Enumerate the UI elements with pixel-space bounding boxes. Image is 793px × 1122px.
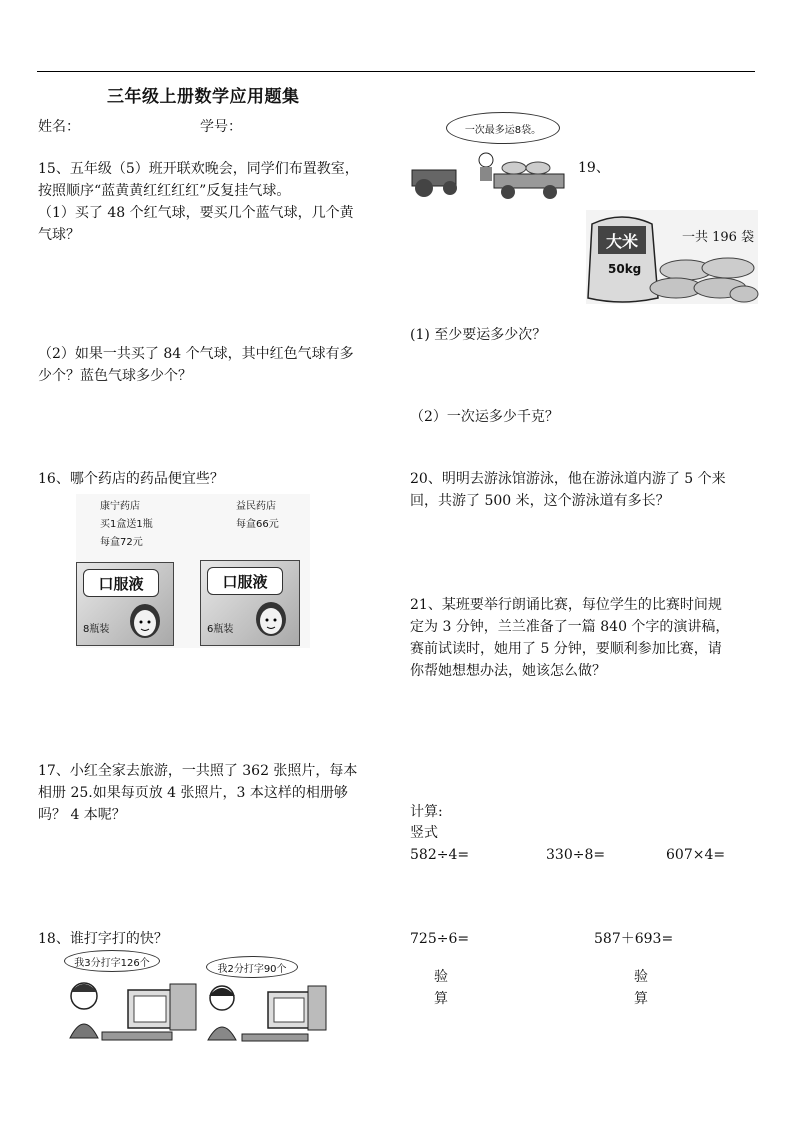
question-18: 18、谁打字打的快？ bbox=[38, 931, 168, 947]
q21-line-2: 定为 3 分钟，兰兰准备了一篇 840 个字的演讲稿， bbox=[410, 619, 730, 635]
question-20 bbox=[410, 468, 760, 512]
store-1-price: 每盒72元 bbox=[100, 537, 143, 548]
sack-weight: 50kg bbox=[608, 262, 642, 276]
store-2-name: 益民药店 bbox=[236, 501, 276, 512]
calc-subheading: 竖式 bbox=[410, 825, 438, 841]
q21-line-3: 赛前试读时，她用了 5 分钟，要顺利参加比赛，请 bbox=[410, 641, 722, 657]
question-15 bbox=[38, 158, 388, 246]
calc-heading: 计算: bbox=[410, 804, 443, 820]
store-1-sign bbox=[100, 498, 153, 552]
q21-line-4: 你帮她想想办法，她该怎么做？ bbox=[410, 663, 606, 679]
boy-speech-bubble: 我3分打字126个 bbox=[64, 950, 160, 972]
q21-line-1: 21、某班要举行朗诵比赛，每位学生的比赛时间规 bbox=[410, 597, 722, 613]
store-2-sign bbox=[236, 498, 279, 534]
children-at-computers-icon bbox=[62, 950, 328, 1046]
store-1-offer: 买1盒送1瓶 bbox=[100, 519, 153, 530]
check-label-2-bottom: 算 bbox=[634, 991, 648, 1007]
tractor-illustration bbox=[410, 104, 570, 202]
check-label-1-bottom: 算 bbox=[434, 991, 448, 1007]
q15-line-1: 15、五年级（5）班开联欢晚会，同学们布置教室， bbox=[38, 161, 359, 177]
q15-part-2-line-1: （2）如果一共买了 84 个气球，其中红色气球有多 bbox=[38, 346, 354, 362]
expression-4: 725÷6= bbox=[410, 931, 470, 947]
question-15-part-2 bbox=[38, 343, 388, 387]
q15-part-1-line-1: （1）买了 48 个红气球，要买几个蓝气球，几个黄 bbox=[38, 205, 354, 221]
girl-face-icon bbox=[125, 597, 165, 641]
q20-line-2: 回，共游了 500 米，这个游泳道有多长？ bbox=[410, 493, 670, 509]
q15-part-2-line-2: 少个？蓝色气球多少个？ bbox=[38, 368, 192, 384]
page-title: 三年级上册数学应用题集 bbox=[107, 87, 300, 107]
tractor-icon bbox=[410, 104, 570, 202]
name-label: 姓名： bbox=[38, 119, 80, 135]
tractor-speech-bubble: 一次最多运8袋。 bbox=[446, 112, 560, 144]
question-16: 16、哪个药店的药品便宜些？ bbox=[38, 471, 224, 487]
box-1-label: 口服液 bbox=[83, 569, 159, 597]
q17-line-1: 17、小红全家去旅游，一共照了 362 张照片，每本 bbox=[38, 763, 358, 779]
sack-label: 大米 bbox=[598, 226, 646, 254]
box-2-label: 口服液 bbox=[207, 567, 283, 595]
check-label-1-top: 验 bbox=[434, 969, 448, 985]
expression-5: 587＋693= bbox=[594, 931, 674, 947]
girl-speech-bubble: 我2分打字90个 bbox=[206, 956, 298, 978]
store-2-price: 每盒66元 bbox=[236, 519, 279, 530]
student-id-label: 学号： bbox=[200, 119, 242, 135]
rice-sacks-illustration bbox=[586, 210, 758, 304]
typing-illustration bbox=[62, 950, 328, 1046]
medicine-box-1 bbox=[76, 562, 174, 646]
q15-line-2: 按照顺序“蓝黄黄红红红红”反复挂气球。 bbox=[38, 183, 291, 199]
question-21 bbox=[410, 594, 760, 682]
q15-part-1-line-2: 气球？ bbox=[38, 227, 80, 243]
check-label-2 bbox=[634, 966, 648, 1010]
girl-face-icon bbox=[251, 595, 291, 639]
q17-line-2: 相册 25.如果每页放 4 张照片，3 本这样的相册够 bbox=[38, 785, 348, 801]
q19-part-1: (1) 至少要运多少次？ bbox=[410, 327, 547, 343]
rice-sack-icon bbox=[586, 210, 758, 304]
expression-2: 330÷8= bbox=[546, 847, 606, 863]
box-2-quantity: 6瓶装 bbox=[207, 624, 234, 635]
sack-total-count: 一共 196 袋 bbox=[682, 230, 755, 245]
check-label-1 bbox=[434, 966, 448, 1010]
question-19-number: 19、 bbox=[578, 160, 610, 176]
expression-3: 607×4= bbox=[666, 847, 726, 863]
q20-line-1: 20、明明去游泳馆游泳，他在游泳道内游了 5 个来 bbox=[410, 471, 726, 487]
q19-part-2: （2）一次运多少千克？ bbox=[410, 409, 559, 425]
header-rule bbox=[37, 71, 755, 72]
question-17 bbox=[38, 760, 388, 826]
box-1-quantity: 8瓶装 bbox=[83, 624, 110, 635]
pharmacy-illustration bbox=[76, 494, 310, 648]
medicine-box-2 bbox=[200, 560, 300, 646]
check-label-2-top: 验 bbox=[634, 969, 648, 985]
expression-1: 582÷4= bbox=[410, 847, 470, 863]
store-1-name: 康宁药店 bbox=[100, 501, 140, 512]
q17-line-3: 吗？ 4 本呢？ bbox=[38, 807, 126, 823]
